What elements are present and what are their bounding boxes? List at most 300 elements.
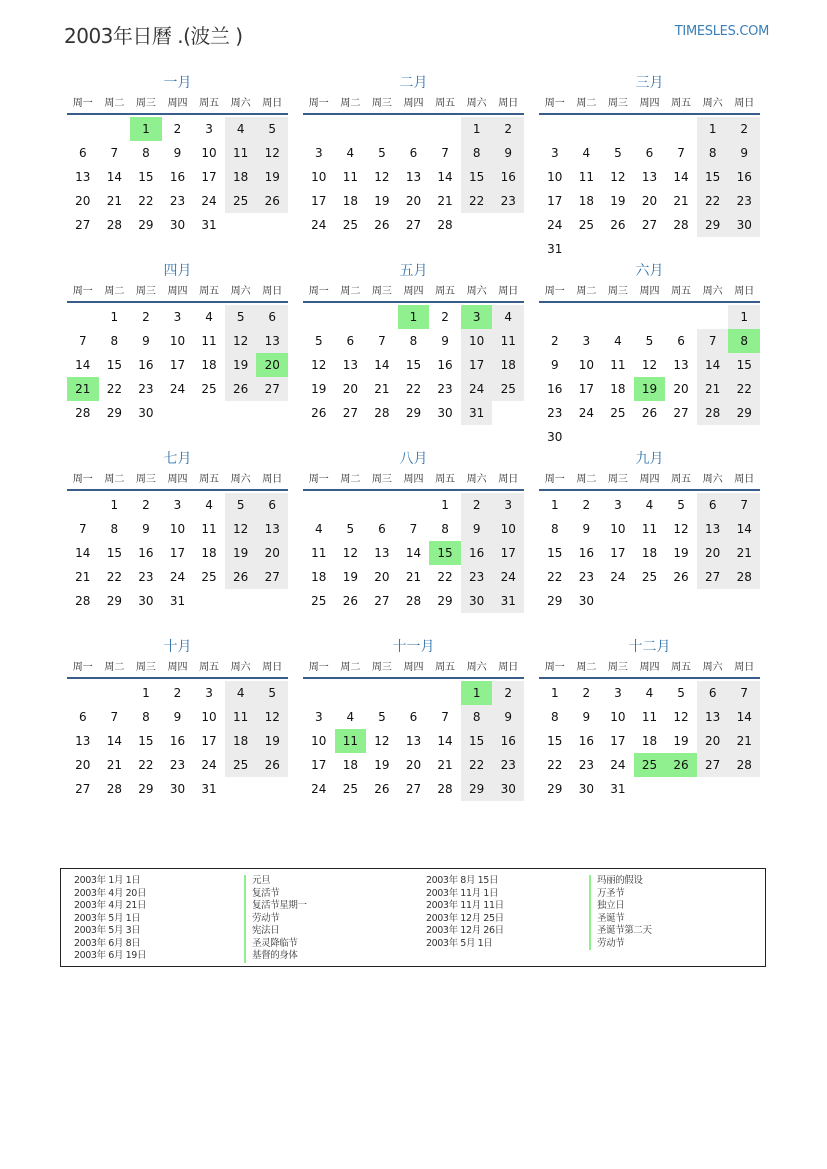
day-cell[interactable]: 13 — [374, 546, 390, 560]
day-cell[interactable]: 20 — [342, 382, 358, 396]
day-cell[interactable]: 31 — [201, 782, 217, 796]
day-cell[interactable]: 29 — [138, 218, 154, 232]
day-cell[interactable]: 22 — [405, 382, 422, 396]
day-cell[interactable]: 8 — [550, 522, 559, 536]
day-cell[interactable]: 7 — [677, 146, 685, 160]
holiday-day-cell[interactable]: 8 — [728, 329, 760, 353]
day-cell[interactable]: 20 — [75, 758, 91, 772]
day-cell[interactable]: 26 — [374, 218, 390, 232]
day-cell[interactable]: 9 — [492, 705, 524, 729]
day-cell[interactable]: 12 — [225, 517, 257, 541]
day-cell[interactable]: 31 — [492, 589, 524, 613]
day-cell[interactable]: 3 — [614, 498, 622, 512]
day-cell[interactable]: 17 — [492, 541, 524, 565]
day-cell[interactable]: 11 — [201, 334, 217, 348]
day-cell[interactable]: 18 — [201, 358, 217, 372]
day-cell[interactable]: 4 — [346, 710, 355, 724]
day-cell[interactable]: 11 — [201, 522, 217, 536]
day-cell[interactable]: 26 — [673, 570, 689, 584]
day-cell[interactable]: 18 — [610, 382, 626, 396]
day-cell[interactable]: 23 — [437, 382, 453, 396]
day-cell[interactable]: 19 — [225, 541, 257, 565]
day-cell[interactable]: 29 — [547, 782, 563, 796]
day-cell[interactable]: 18 — [225, 729, 257, 753]
day-cell[interactable]: 20 — [697, 729, 729, 753]
day-cell[interactable]: 7 — [110, 146, 119, 160]
day-cell[interactable]: 3 — [614, 686, 622, 700]
day-cell[interactable]: 25 — [578, 218, 594, 232]
day-cell[interactable]: 10 — [578, 358, 594, 372]
day-cell[interactable]: 5 — [225, 305, 257, 329]
day-cell[interactable]: 27 — [256, 565, 288, 589]
day-cell[interactable]: 25 — [311, 594, 327, 608]
day-cell[interactable]: 11 — [225, 141, 257, 165]
day-cell[interactable]: 16 — [138, 358, 154, 372]
day-cell[interactable]: 8 — [142, 710, 150, 724]
day-cell[interactable]: 31 — [547, 242, 563, 256]
day-cell[interactable]: 8 — [110, 334, 119, 348]
day-cell[interactable]: 16 — [578, 734, 594, 748]
day-cell[interactable]: 1 — [142, 686, 150, 700]
day-cell[interactable]: 24 — [610, 758, 626, 772]
day-cell[interactable]: 13 — [342, 358, 358, 372]
day-cell[interactable]: 10 — [547, 170, 563, 184]
day-cell[interactable]: 21 — [728, 729, 760, 753]
day-cell[interactable]: 9 — [461, 517, 493, 541]
day-cell[interactable]: 21 — [728, 541, 760, 565]
day-cell[interactable]: 10 — [311, 734, 327, 748]
day-cell[interactable]: 30 — [578, 782, 594, 796]
day-cell[interactable]: 16 — [169, 170, 186, 184]
day-cell[interactable]: 26 — [256, 753, 288, 777]
day-cell[interactable]: 27 — [673, 406, 689, 420]
day-cell[interactable]: 17 — [201, 170, 217, 184]
day-cell[interactable]: 29 — [728, 401, 760, 425]
day-cell[interactable]: 5 — [256, 681, 288, 705]
day-cell[interactable]: 26 — [342, 594, 358, 608]
day-cell[interactable]: 8 — [550, 710, 559, 724]
day-cell[interactable]: 26 — [610, 218, 626, 232]
day-cell[interactable]: 30 — [578, 594, 594, 608]
day-cell[interactable]: 27 — [75, 218, 91, 232]
day-cell[interactable]: 20 — [374, 570, 390, 584]
day-cell[interactable]: 23 — [492, 753, 524, 777]
day-cell[interactable]: 6 — [677, 334, 685, 348]
day-cell[interactable]: 9 — [582, 522, 591, 536]
day-cell[interactable]: 5 — [677, 686, 685, 700]
day-cell[interactable]: 27 — [75, 782, 91, 796]
day-cell[interactable]: 10 — [610, 710, 626, 724]
day-cell[interactable]: 28 — [728, 565, 760, 589]
day-cell[interactable]: 26 — [225, 565, 257, 589]
day-cell[interactable]: 8 — [142, 146, 150, 160]
day-cell[interactable]: 24 — [169, 570, 186, 584]
day-cell[interactable]: 19 — [342, 570, 358, 584]
day-cell[interactable]: 7 — [78, 522, 87, 536]
day-cell[interactable]: 30 — [728, 213, 760, 237]
day-cell[interactable]: 6 — [409, 146, 418, 160]
day-cell[interactable]: 15 — [547, 734, 563, 748]
day-cell[interactable]: 1 — [110, 498, 119, 512]
day-cell[interactable]: 14 — [697, 353, 729, 377]
day-cell[interactable]: 9 — [142, 522, 150, 536]
day-cell[interactable]: 24 — [547, 218, 563, 232]
day-cell[interactable]: 22 — [138, 194, 154, 208]
day-cell[interactable]: 28 — [106, 782, 122, 796]
day-cell[interactable]: 4 — [582, 146, 591, 160]
day-cell[interactable]: 15 — [138, 170, 154, 184]
day-cell[interactable]: 25 — [225, 189, 257, 213]
day-cell[interactable]: 27 — [697, 753, 729, 777]
day-cell[interactable]: 17 — [201, 734, 217, 748]
holiday-day-cell[interactable]: 1 — [461, 681, 493, 705]
day-cell[interactable]: 16 — [138, 546, 154, 560]
day-cell[interactable]: 16 — [169, 734, 186, 748]
day-cell[interactable]: 29 — [138, 782, 154, 796]
day-cell[interactable]: 20 — [256, 541, 288, 565]
day-cell[interactable]: 30 — [169, 218, 186, 232]
day-cell[interactable]: 13 — [697, 705, 729, 729]
day-cell[interactable]: 25 — [225, 753, 257, 777]
day-cell[interactable]: 7 — [441, 710, 449, 724]
day-cell[interactable]: 2 — [492, 117, 524, 141]
day-cell[interactable]: 13 — [256, 329, 288, 353]
day-cell[interactable]: 5 — [378, 710, 386, 724]
day-cell[interactable]: 4 — [346, 146, 355, 160]
day-cell[interactable]: 2 — [173, 686, 182, 700]
day-cell[interactable]: 7 — [697, 329, 729, 353]
day-cell[interactable]: 10 — [169, 522, 186, 536]
day-cell[interactable]: 23 — [547, 406, 563, 420]
day-cell[interactable]: 21 — [106, 758, 122, 772]
day-cell[interactable]: 6 — [78, 710, 87, 724]
day-cell[interactable]: 28 — [697, 401, 729, 425]
day-cell[interactable]: 2 — [582, 498, 591, 512]
day-cell[interactable]: 3 — [173, 498, 182, 512]
day-cell[interactable]: 4 — [314, 522, 323, 536]
day-cell[interactable]: 27 — [342, 406, 358, 420]
day-cell[interactable]: 20 — [641, 194, 658, 208]
day-cell[interactable]: 4 — [205, 498, 213, 512]
day-cell[interactable]: 12 — [610, 170, 626, 184]
day-cell[interactable]: 17 — [610, 734, 626, 748]
day-cell[interactable]: 27 — [405, 782, 422, 796]
day-cell[interactable]: 26 — [225, 377, 257, 401]
day-cell[interactable]: 15 — [547, 546, 563, 560]
day-cell[interactable]: 22 — [461, 753, 493, 777]
day-cell[interactable]: 6 — [645, 146, 654, 160]
day-cell[interactable]: 10 — [610, 522, 626, 536]
day-cell[interactable]: 9 — [441, 334, 449, 348]
day-cell[interactable]: 4 — [225, 117, 257, 141]
day-cell[interactable]: 28 — [405, 594, 422, 608]
day-cell[interactable]: 4 — [225, 681, 257, 705]
day-cell[interactable]: 9 — [492, 141, 524, 165]
day-cell[interactable]: 11 — [311, 546, 327, 560]
day-cell[interactable]: 5 — [378, 146, 386, 160]
day-cell[interactable]: 29 — [405, 406, 422, 420]
day-cell[interactable]: 17 — [547, 194, 563, 208]
day-cell[interactable]: 14 — [374, 358, 390, 372]
day-cell[interactable]: 15 — [697, 165, 729, 189]
day-cell[interactable]: 11 — [225, 705, 257, 729]
day-cell[interactable]: 12 — [673, 522, 689, 536]
day-cell[interactable]: 26 — [374, 782, 390, 796]
day-cell[interactable]: 15 — [138, 734, 154, 748]
day-cell[interactable]: 20 — [697, 541, 729, 565]
holiday-day-cell[interactable]: 15 — [429, 541, 461, 565]
day-cell[interactable]: 2 — [441, 310, 449, 324]
day-cell[interactable]: 15 — [405, 358, 422, 372]
day-cell[interactable]: 16 — [437, 358, 453, 372]
day-cell[interactable]: 28 — [75, 406, 91, 420]
day-cell[interactable]: 30 — [547, 430, 563, 444]
day-cell[interactable]: 13 — [405, 170, 422, 184]
day-cell[interactable]: 29 — [106, 594, 122, 608]
day-cell[interactable]: 5 — [346, 522, 355, 536]
holiday-day-cell[interactable]: 21 — [67, 377, 99, 401]
day-cell[interactable]: 6 — [256, 493, 288, 517]
day-cell[interactable]: 4 — [614, 334, 622, 348]
day-cell[interactable]: 24 — [201, 194, 217, 208]
day-cell[interactable]: 2 — [142, 498, 150, 512]
day-cell[interactable]: 22 — [106, 570, 122, 584]
day-cell[interactable]: 8 — [697, 141, 729, 165]
day-cell[interactable]: 14 — [405, 546, 422, 560]
day-cell[interactable]: 3 — [205, 122, 213, 136]
day-cell[interactable]: 1 — [550, 498, 559, 512]
day-cell[interactable]: 4 — [205, 310, 213, 324]
day-cell[interactable]: 6 — [378, 522, 386, 536]
day-cell[interactable]: 6 — [409, 710, 418, 724]
day-cell[interactable]: 21 — [374, 382, 390, 396]
day-cell[interactable]: 10 — [201, 146, 217, 160]
day-cell[interactable]: 19 — [225, 353, 257, 377]
day-cell[interactable]: 15 — [461, 729, 493, 753]
day-cell[interactable]: 19 — [256, 729, 288, 753]
day-cell[interactable]: 7 — [409, 522, 418, 536]
day-cell[interactable]: 19 — [610, 194, 626, 208]
day-cell[interactable]: 28 — [75, 594, 91, 608]
day-cell[interactable]: 1 — [728, 305, 760, 329]
day-cell[interactable]: 25 — [201, 570, 217, 584]
day-cell[interactable]: 18 — [342, 194, 358, 208]
day-cell[interactable]: 29 — [461, 777, 493, 801]
day-cell[interactable]: 14 — [437, 734, 453, 748]
day-cell[interactable]: 25 — [201, 382, 217, 396]
day-cell[interactable]: 13 — [75, 170, 91, 184]
holiday-day-cell[interactable]: 1 — [130, 117, 162, 141]
day-cell[interactable]: 19 — [374, 758, 390, 772]
day-cell[interactable]: 11 — [342, 170, 358, 184]
day-cell[interactable]: 3 — [205, 686, 213, 700]
day-cell[interactable]: 22 — [547, 758, 563, 772]
day-cell[interactable]: 21 — [437, 758, 453, 772]
day-cell[interactable]: 2 — [461, 493, 493, 517]
day-cell[interactable]: 14 — [673, 170, 689, 184]
day-cell[interactable]: 16 — [578, 546, 594, 560]
day-cell[interactable]: 28 — [106, 218, 122, 232]
day-cell[interactable]: 16 — [461, 541, 493, 565]
day-cell[interactable]: 23 — [138, 570, 154, 584]
day-cell[interactable]: 15 — [106, 358, 122, 372]
day-cell[interactable]: 28 — [437, 218, 453, 232]
day-cell[interactable]: 2 — [728, 117, 760, 141]
day-cell[interactable]: 18 — [225, 165, 257, 189]
day-cell[interactable]: 23 — [461, 565, 493, 589]
day-cell[interactable]: 15 — [728, 353, 760, 377]
day-cell[interactable]: 18 — [492, 353, 524, 377]
day-cell[interactable]: 15 — [106, 546, 122, 560]
day-cell[interactable]: 17 — [461, 353, 493, 377]
day-cell[interactable]: 3 — [314, 146, 323, 160]
day-cell[interactable]: 25 — [610, 406, 626, 420]
day-cell[interactable]: 7 — [110, 710, 119, 724]
day-cell[interactable]: 14 — [106, 170, 122, 184]
day-cell[interactable]: 3 — [492, 493, 524, 517]
day-cell[interactable]: 9 — [728, 141, 760, 165]
day-cell[interactable]: 3 — [314, 710, 323, 724]
day-cell[interactable]: 21 — [673, 194, 689, 208]
day-cell[interactable]: 4 — [645, 686, 654, 700]
day-cell[interactable]: 8 — [409, 334, 418, 348]
day-cell[interactable]: 24 — [610, 570, 626, 584]
day-cell[interactable]: 10 — [311, 170, 327, 184]
day-cell[interactable]: 30 — [437, 406, 453, 420]
day-cell[interactable]: 28 — [673, 218, 689, 232]
day-cell[interactable]: 13 — [75, 734, 91, 748]
day-cell[interactable]: 31 — [610, 782, 626, 796]
day-cell[interactable]: 1 — [110, 310, 119, 324]
day-cell[interactable]: 14 — [75, 358, 91, 372]
day-cell[interactable]: 16 — [547, 382, 563, 396]
day-cell[interactable]: 3 — [582, 334, 591, 348]
day-cell[interactable]: 23 — [728, 189, 760, 213]
day-cell[interactable]: 28 — [728, 753, 760, 777]
day-cell[interactable]: 6 — [697, 493, 729, 517]
day-cell[interactable]: 12 — [641, 358, 658, 372]
day-cell[interactable]: 13 — [673, 358, 689, 372]
day-cell[interactable]: 6 — [346, 334, 355, 348]
day-cell[interactable]: 9 — [173, 146, 182, 160]
day-cell[interactable]: 17 — [578, 382, 594, 396]
day-cell[interactable]: 5 — [614, 146, 622, 160]
day-cell[interactable]: 26 — [256, 189, 288, 213]
day-cell[interactable]: 12 — [225, 329, 257, 353]
day-cell[interactable]: 23 — [578, 758, 594, 772]
day-cell[interactable]: 19 — [256, 165, 288, 189]
day-cell[interactable]: 12 — [673, 710, 689, 724]
day-cell[interactable]: 18 — [641, 546, 658, 560]
day-cell[interactable]: 28 — [374, 406, 390, 420]
day-cell[interactable]: 24 — [169, 382, 186, 396]
day-cell[interactable]: 22 — [728, 377, 760, 401]
day-cell[interactable]: 4 — [645, 498, 654, 512]
day-cell[interactable]: 18 — [641, 734, 658, 748]
day-cell[interactable]: 5 — [225, 493, 257, 517]
day-cell[interactable]: 21 — [697, 377, 729, 401]
day-cell[interactable]: 19 — [673, 734, 689, 748]
day-cell[interactable]: 30 — [492, 777, 524, 801]
day-cell[interactable]: 24 — [311, 782, 327, 796]
day-cell[interactable]: 13 — [641, 170, 658, 184]
day-cell[interactable]: 28 — [437, 782, 453, 796]
day-cell[interactable]: 10 — [169, 334, 186, 348]
day-cell[interactable]: 13 — [405, 734, 422, 748]
day-cell[interactable]: 21 — [405, 570, 422, 584]
day-cell[interactable]: 12 — [342, 546, 358, 560]
day-cell[interactable]: 18 — [342, 758, 358, 772]
day-cell[interactable]: 10 — [492, 517, 524, 541]
day-cell[interactable]: 9 — [173, 710, 182, 724]
day-cell[interactable]: 22 — [437, 570, 453, 584]
day-cell[interactable]: 24 — [461, 377, 493, 401]
holiday-day-cell[interactable]: 26 — [665, 753, 697, 777]
day-cell[interactable]: 29 — [106, 406, 122, 420]
day-cell[interactable]: 26 — [641, 406, 658, 420]
day-cell[interactable]: 12 — [374, 734, 390, 748]
day-cell[interactable]: 30 — [138, 594, 154, 608]
holiday-day-cell[interactable]: 3 — [461, 305, 493, 329]
day-cell[interactable]: 7 — [378, 334, 386, 348]
day-cell[interactable]: 22 — [461, 189, 493, 213]
site-brand[interactable]: TIMESLES.COM — [674, 24, 769, 39]
day-cell[interactable]: 1 — [550, 686, 559, 700]
day-cell[interactable]: 31 — [461, 401, 493, 425]
day-cell[interactable]: 10 — [201, 710, 217, 724]
day-cell[interactable]: 7 — [78, 334, 87, 348]
day-cell[interactable]: 20 — [75, 194, 91, 208]
day-cell[interactable]: 20 — [405, 194, 422, 208]
day-cell[interactable]: 8 — [441, 522, 449, 536]
day-cell[interactable]: 13 — [256, 517, 288, 541]
day-cell[interactable]: 16 — [492, 165, 524, 189]
day-cell[interactable]: 25 — [492, 377, 524, 401]
day-cell[interactable]: 23 — [169, 758, 186, 772]
day-cell[interactable]: 19 — [311, 382, 327, 396]
day-cell[interactable]: 6 — [697, 681, 729, 705]
day-cell[interactable]: 2 — [173, 122, 182, 136]
day-cell[interactable]: 30 — [138, 406, 154, 420]
day-cell[interactable]: 23 — [138, 382, 154, 396]
day-cell[interactable]: 9 — [582, 710, 591, 724]
day-cell[interactable]: 12 — [256, 705, 288, 729]
day-cell[interactable]: 21 — [106, 194, 122, 208]
holiday-day-cell[interactable]: 1 — [398, 305, 430, 329]
day-cell[interactable]: 3 — [173, 310, 182, 324]
day-cell[interactable]: 25 — [641, 570, 658, 584]
day-cell[interactable]: 29 — [547, 594, 563, 608]
day-cell[interactable]: 11 — [610, 358, 626, 372]
day-cell[interactable]: 11 — [492, 329, 524, 353]
day-cell[interactable]: 18 — [311, 570, 327, 584]
day-cell[interactable]: 4 — [492, 305, 524, 329]
day-cell[interactable]: 27 — [374, 594, 390, 608]
day-cell[interactable]: 25 — [342, 218, 358, 232]
day-cell[interactable]: 17 — [311, 758, 327, 772]
day-cell[interactable]: 11 — [578, 170, 594, 184]
day-cell[interactable]: 23 — [169, 194, 186, 208]
day-cell[interactable]: 17 — [610, 546, 626, 560]
day-cell[interactable]: 21 — [437, 194, 453, 208]
day-cell[interactable]: 7 — [441, 146, 449, 160]
day-cell[interactable]: 8 — [461, 705, 493, 729]
day-cell[interactable]: 3 — [550, 146, 559, 160]
day-cell[interactable]: 24 — [201, 758, 217, 772]
day-cell[interactable]: 5 — [314, 334, 323, 348]
day-cell[interactable]: 30 — [461, 589, 493, 613]
day-cell[interactable]: 12 — [311, 358, 327, 372]
